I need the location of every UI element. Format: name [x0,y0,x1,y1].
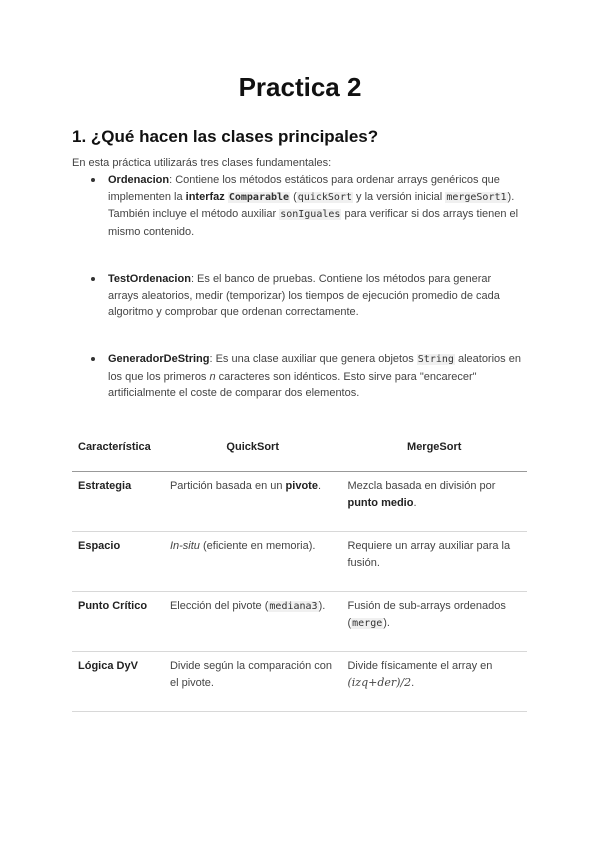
table-row [72,472,527,532]
text-span: aleatorios en los que los primeros [108,353,521,383]
bullet-icon [91,277,95,281]
bullet-icon [91,357,95,361]
text-span: : Es una clase auxiliar que genera objetos [209,353,417,365]
list-item-text [108,172,524,240]
inline-code: quickSort [297,191,352,203]
column-header: QuickSort [164,423,342,472]
table-row [72,532,527,592]
table-cell [341,652,527,712]
italic-text: In-situ [169,540,200,552]
table-cell [164,472,342,532]
bold-text: interfaz [185,190,228,203]
table-row [72,652,527,712]
inline-code: sonIguales [280,209,341,220]
text-span: : Es el banco de pruebas. Contiene los métodos para generar arrays aleatorios, medir (temporizar) los tiempos de ejecución promedio de cada algoritmo y comprobar que ordenan correctamente. [108,273,500,318]
column-header: Característica [72,423,164,472]
text-span: . [317,480,322,492]
text-span: . [413,496,417,509]
text-span: ). También incluye el método auxiliar [108,190,515,220]
table-cell: Requiere un array auxiliar para la fusión. [341,532,527,592]
italic-text: n [209,370,216,383]
list-item-ordenacion [92,172,524,240]
text-span: ). [318,600,326,612]
class-name: Ordenacion [108,174,170,186]
text-span: Divide físicamente el array en [347,660,493,672]
comparison-table [72,423,527,712]
text-span: Fusión de sub-arrays ordenados ( [347,600,506,629]
class-name: GeneradorDeString [108,353,210,365]
text-span: . [411,676,415,689]
row-header: Estrategia [72,472,164,532]
inline-code: Comparable [228,191,290,203]
bullet-icon [91,178,95,182]
text-span: (eficiente en memoria). [199,540,316,552]
row-header: Lógica DyV [72,652,164,712]
table-cell [341,472,527,532]
inline-code: mediana3 [269,601,318,612]
text-span: : Contiene los métodos estáticos para ordenar arrays genéricos que implementen la [108,174,500,203]
text-span: Mezcla basada en división por [347,480,496,492]
list-item-generadordestring [92,351,524,402]
table-cell: Divide según la comparación con el pivote. [164,652,342,712]
text-span: Partición basada en un [169,480,286,492]
text-span: para verificar si dos arrays tienen el mismo contenido. [108,208,519,238]
bold-text: pivote [285,480,318,492]
text-span: ). [383,616,390,629]
text-span: y la versión inicial [352,190,446,203]
inline-code: String [417,354,454,365]
inline-code: merge [352,617,383,629]
list-item-testordenacion [92,271,524,321]
row-header: Espacio [72,532,164,592]
math-expression: (izq+der)/2 [347,675,412,689]
text-span: ( [290,190,297,203]
class-name: TestOrdenacion [108,273,191,285]
table-row [72,592,527,652]
text-span: Elección del pivote ( [169,600,269,612]
row-header: Punto Crítico [72,592,164,652]
table-cell [164,532,342,592]
intro-paragraph: En esta práctica utilizarás tres clases fundamentales: [72,157,332,169]
table-cell [341,592,527,652]
table-header-row [72,423,527,472]
bold-text: punto medio [347,496,414,509]
table-cell [164,592,342,652]
text-span: caracteres son idénticos. Esto sirve para "encarecer" artificialmente el coste de comparar dos elementos. [108,370,477,399]
inline-code: mergeSort1 [446,191,507,203]
list-item-text [108,351,524,402]
section-heading: 1. ¿Qué hacen las clases principales? [72,127,379,146]
page-title: Practica 2 [238,72,362,102]
list-item-text [108,271,524,321]
column-header: MergeSort [341,423,527,472]
